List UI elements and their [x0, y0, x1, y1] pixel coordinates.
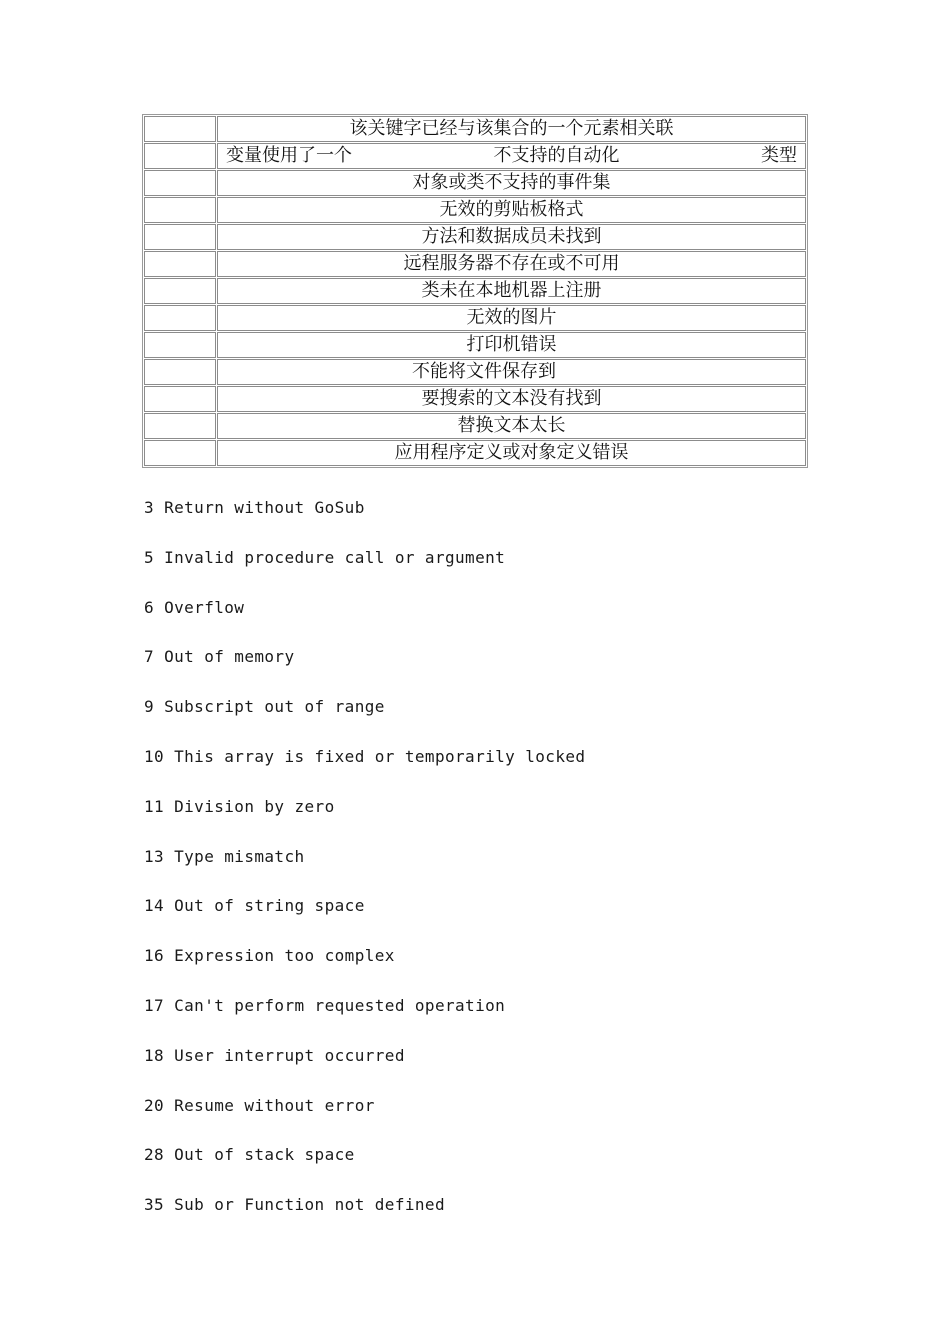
table-row: [144, 116, 806, 142]
error-description-cell: 无效的剪贴板格式: [217, 197, 806, 223]
table-row: [144, 170, 806, 196]
error-list: [144, 494, 844, 1241]
error-code-table: [142, 114, 808, 468]
list-item: 35 Sub or Function not defined: [144, 1195, 445, 1215]
list-item: 16 Expression too complex: [144, 946, 395, 966]
list-item: 9 Subscript out of range: [144, 697, 385, 717]
list-item: 17 Can't perform requested operation: [144, 995, 506, 1015]
error-description-cell: 类未在本地机器上注册: [217, 278, 806, 304]
list-item: 18 User interrupt occurred: [144, 1045, 405, 1065]
description-part: 不支持的自动化: [493, 145, 620, 166]
list-item: 28 Out of stack space: [144, 1145, 355, 1165]
error-description-cell: 对象或类不支持的事件集: [217, 170, 806, 196]
table-row: [144, 224, 806, 250]
error-description-cell: [217, 143, 806, 169]
table-row: [144, 143, 806, 169]
error-description-cell: 应用程序定义或对象定义错误: [217, 440, 806, 466]
description-part: 变量使用了一个: [226, 145, 352, 166]
list-item: 3 Return without GoSub: [144, 498, 365, 517]
list-item: 14 Out of string space: [144, 896, 365, 916]
error-code-cell: [144, 116, 216, 142]
error-code-cell: [144, 143, 216, 169]
list-item: 7 Out of memory: [144, 647, 295, 667]
table-row: [144, 251, 806, 277]
table-row: [144, 386, 806, 412]
error-description-cell: 无效的图片: [217, 305, 806, 331]
split-description: [218, 144, 805, 168]
table-row: [144, 440, 806, 466]
error-description-cell: 打印机错误: [217, 332, 806, 358]
table-row: [144, 332, 806, 358]
error-description-cell: 不能将文件保存到: [217, 359, 806, 385]
table-row: [144, 197, 806, 223]
list-item: 11 Division by zero: [144, 796, 335, 816]
error-code-cell: [144, 440, 216, 466]
list-item: 10 This array is fixed or temporarily locked: [144, 746, 586, 766]
error-code-cell: [144, 170, 216, 196]
list-item: 5 Invalid procedure call or argument: [144, 547, 506, 567]
error-code-cell: [144, 278, 216, 304]
list-item: 6 Overflow: [144, 597, 245, 617]
error-code-cell: [144, 413, 216, 439]
list-item: 20 Resume without error: [144, 1095, 375, 1115]
error-code-cell: [144, 386, 216, 412]
error-code-cell: [144, 224, 216, 250]
table-row: [144, 413, 806, 439]
error-code-cell: [144, 359, 216, 385]
error-code-cell: [144, 197, 216, 223]
table-row: [144, 359, 806, 385]
description-part: 类型: [761, 145, 797, 166]
error-description-cell: 远程服务器不存在或不可用: [217, 251, 806, 277]
error-description-cell: 要搜索的文本没有找到: [217, 386, 806, 412]
error-code-cell: [144, 332, 216, 358]
error-description-cell: 方法和数据成员未找到: [217, 224, 806, 250]
error-description-cell: 该关键字已经与该集合的一个元素相关联: [217, 116, 806, 142]
error-description-cell: 替换文本太长: [217, 413, 806, 439]
list-item: 13 Type mismatch: [144, 846, 305, 866]
error-code-cell: [144, 305, 216, 331]
error-code-cell: [144, 251, 216, 277]
table-row: [144, 278, 806, 304]
table-row: [144, 305, 806, 331]
